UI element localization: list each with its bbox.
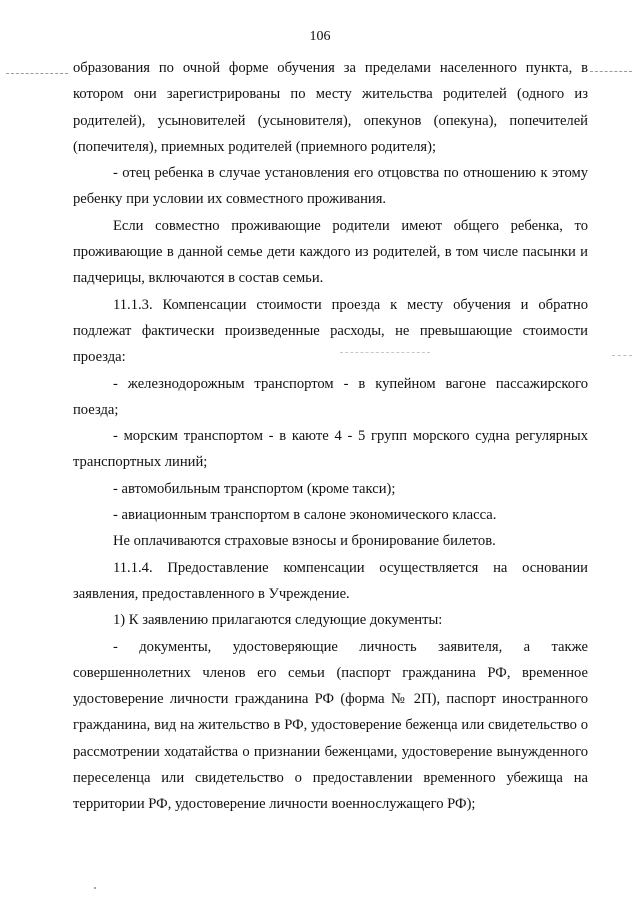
- clause-11-1-3: 11.1.3. Компенсации стоимости проезда к месту обучения и обратно подлежат фактически произведенные расходы, не превышающие стоимости проезда:: [73, 296, 588, 366]
- scan-artifact-right-2: [612, 355, 632, 356]
- list-item-rail: - железнодорожным транспортом - в купейном вагоне пассажирского поезда;: [73, 375, 588, 418]
- scan-artifact-left: [6, 73, 68, 74]
- list-item-road: - автомобильным транспортом (кроме такси);: [113, 480, 396, 497]
- list-item-air: - авиационным транспортом в салоне экономического класса.: [113, 507, 497, 524]
- document-body: [73, 55, 588, 818]
- paragraph-not-paid: Не оплачиваются страховые взносы и бронирование билетов.: [113, 533, 496, 550]
- clause-11-1-4: 11.1.4. Предоставление компенсации осуществляется на основании заявления, предоставленного в Учреждение.: [73, 559, 588, 602]
- scan-artifact-right: [590, 71, 632, 72]
- page-number: 106: [309, 29, 331, 44]
- paragraph-cohabiting-parents: Если совместно проживающие родители имеют общего ребенка, то проживающие в данной семье дети каждого из родителей, в том числе пасынки и падчерицы, включаются в состав семьи.: [73, 217, 588, 287]
- list-item-sea: - морским транспортом - в каюте 4 - 5 групп морского судна регулярных транспортных линий;: [73, 428, 588, 471]
- list-item-father: - отец ребенка в случае установления его отцовства по отношению к этому ребенку при условии их совместного проживания.: [73, 165, 588, 208]
- subclause-1: 1) К заявлению прилагаются следующие документы:: [113, 612, 443, 629]
- scan-speck: [94, 887, 96, 889]
- paragraph-continuation: образования по очной форме обучения за пределами населенного пункта, в котором они зарегистрированы по месту жительства родителей (одного из родителей), усыновителей (усыновителя), опекунов (опекуна), попечителей (попечителя), приемных родителей (приемного родителя);: [73, 60, 588, 155]
- list-item-identity-documents: - документы, удостоверяющие личность заявителя, а также совершеннолетних членов его семьи (паспорт гражданина РФ, временное удостоверение личности гражданина РФ (форма № 2П), паспорт иностранного гражданина, вид на жительство в РФ, удостоверение беженца или свидетельство о рассмотрении ходатайства о признании беженцами, удостоверение вынужденного переселенца или свидетельство о предоставлении временного убежища на территории РФ, удостоверение личности военнослужащего РФ);: [73, 638, 588, 813]
